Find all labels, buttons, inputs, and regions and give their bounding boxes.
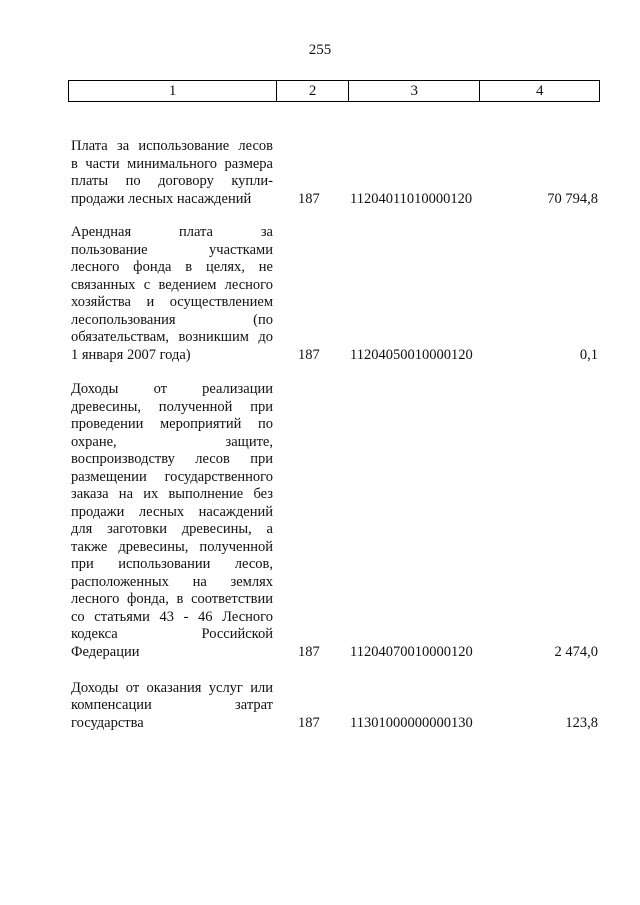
table-row (68, 136, 600, 208)
desc-line: для заготовки древесины, а (71, 521, 273, 537)
desc-line: со статьями 43 - 46 Лесного (71, 608, 273, 625)
table-row (68, 678, 600, 732)
desc-line: продажи лесных насаждений (71, 503, 273, 520)
desc-line: лесного фонда в целях, не (71, 259, 273, 275)
desc-line: Плата за использование лесов (71, 138, 273, 154)
desc-line: 1 января 2007 года) (71, 346, 191, 363)
desc-line: связанных с ведением лесного (71, 276, 273, 293)
desc-line: Арендная плата за (71, 224, 273, 240)
admin-code: 187 (298, 346, 320, 363)
desc-line: охране, защите, (71, 433, 273, 450)
desc-line: обязательствам, возникшим до (71, 329, 273, 345)
kbk-code: 11204050010000120 (350, 346, 473, 363)
desc-line: также древесины, полученной (71, 538, 273, 555)
table-row (68, 382, 600, 661)
header-col-1: 1 (69, 81, 277, 101)
kbk-code: 11204011010000120 (350, 190, 473, 207)
desc-line: государства (71, 714, 144, 731)
amount: 2 474,0 (554, 643, 598, 660)
desc-line: проведении мероприятий по (71, 416, 273, 432)
desc-line: платы по договору купли- (71, 173, 273, 189)
desc-line: воспроизводству лесов при (71, 451, 273, 467)
desc-line: Доходы от оказания услуг или (71, 679, 273, 696)
header-col-4: 4 (535, 82, 544, 99)
row-description (71, 680, 273, 733)
table-row (68, 222, 600, 364)
desc-line: размещении государственного (71, 468, 273, 485)
row-description (71, 224, 273, 364)
header-col-2: 2 (277, 81, 349, 101)
desc-line: хозяйства и осуществлением (71, 294, 273, 310)
desc-line: лесопользования (по (71, 311, 273, 328)
desc-line: расположенных на землях (71, 573, 273, 590)
kbk-code: 11204070010000120 (350, 643, 473, 660)
desc-line: продажи лесных насаждений (71, 190, 252, 207)
desc-line: в части минимального размера (71, 155, 273, 172)
desc-line: лесного фонда, в соответствии (71, 591, 273, 607)
page-number: 255 (308, 42, 332, 58)
desc-line: кодекса Российской (71, 626, 273, 642)
desc-line: при использовании лесов, (71, 556, 273, 572)
admin-code: 187 (298, 643, 320, 660)
amount: 0,1 (579, 346, 598, 363)
row-description (71, 381, 273, 661)
amount: 70 794,8 (547, 190, 598, 207)
amount: 123,8 (565, 714, 598, 731)
desc-line: заказа на их выполнение без (71, 486, 273, 502)
desc-line: древесины, полученной при (71, 398, 273, 415)
admin-code: 187 (298, 190, 320, 207)
desc-line: компенсации затрат (71, 697, 273, 713)
desc-line: пользование участками (71, 241, 273, 258)
desc-line: Доходы от реализации (71, 381, 273, 397)
kbk-code: 11301000000000130 (350, 714, 473, 731)
admin-code: 187 (298, 714, 320, 731)
table-header (68, 80, 600, 102)
row-description (71, 138, 273, 208)
header-col-3: 3 (349, 81, 481, 101)
desc-line: Федерации (71, 643, 140, 660)
